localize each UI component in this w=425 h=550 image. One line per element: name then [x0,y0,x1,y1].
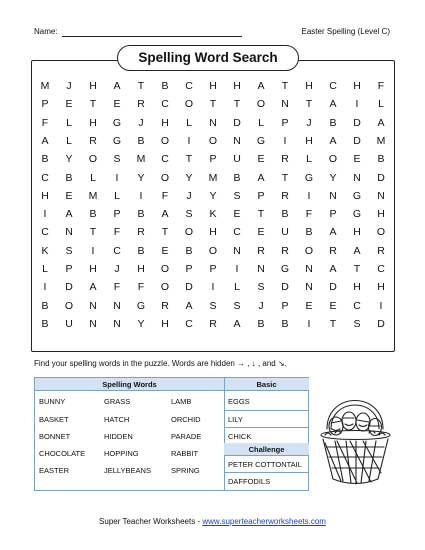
name-line [62,36,242,37]
grid-letter: P [257,189,265,202]
grid-letter: J [138,116,144,129]
grid-letter: N [305,263,313,275]
grid-letter: E [65,98,73,111]
grid-letter: N [233,134,241,147]
grid-letter: E [257,226,265,239]
grid-letter: S [233,299,241,312]
grid-letter: B [185,244,193,257]
grid-letter: N [65,226,73,239]
grid-letter: A [65,208,73,221]
name-label: Name: [34,27,58,36]
grid-letter: R [257,244,265,257]
grid-letter: G [280,263,290,275]
grid-letter: H [209,226,217,239]
grid-letter: E [305,299,313,312]
grid-letter: I [211,281,215,294]
grid-letter: J [306,116,312,129]
grid-letter: B [65,171,73,184]
word-bonnet: BONNET [39,432,71,441]
grid-letter: G [352,189,362,202]
grid-letter: O [160,281,170,294]
grid-letter: H [209,80,217,92]
grid-letter: T [185,153,193,166]
grid-letter: G [112,116,122,129]
grid-row [33,78,393,94]
grid-letter: O [160,263,170,275]
grid-letter: C [161,153,169,166]
grid-letter: R [161,299,169,312]
grid-letter: E [161,244,169,257]
word-lamb: LAMB [171,397,192,406]
grid-letter: J [186,189,192,202]
grid-letter: O [328,153,338,166]
grid-letter: P [113,208,121,221]
grid-letter: R [137,98,145,111]
grid-letter: F [113,281,121,294]
row-line [224,427,309,428]
grid-letter: R [281,189,289,202]
grid-row [33,206,393,222]
grid-letter: L [306,153,312,166]
grid-letter: S [233,189,241,202]
grid-letter: G [112,134,122,147]
grid-letter: D [353,134,361,147]
grid-letter: S [185,208,193,221]
grid-letter: P [65,263,73,275]
grid-letter: O [184,98,194,111]
grid-letter: I [139,189,143,202]
grid-letter: S [65,244,73,257]
grid-letter: A [233,317,241,330]
grid-letter: B [377,153,385,166]
grid-letter: D [329,281,337,294]
grid-letter: L [258,116,264,129]
grid-letter: K [209,208,217,221]
grid-letter: T [137,80,145,92]
grid-letter: E [257,153,265,166]
word-hopping: HOPPING [104,449,139,458]
grid-row [33,115,393,131]
grid-letter: S [209,299,217,312]
word-bank-table [34,377,309,491]
grid-letter: B [137,208,145,221]
grid-letter: B [41,299,49,312]
worksheet-subtitle: Easter Spelling (Level C) [301,27,390,36]
grid-letter: H [161,317,169,330]
word-eggs: EGGS [228,397,250,406]
grid-letter: G [304,171,314,184]
grid-letter: T [233,98,241,111]
grid-letter: R [137,226,145,239]
grid-letter: L [114,189,120,202]
grid-letter: A [329,263,337,275]
grid-letter: I [187,134,191,147]
grid-letter: A [257,171,265,184]
grid-letter: G [136,299,146,312]
grid-letter: I [43,281,47,294]
grid-letter: D [281,281,289,294]
instructions: Find your spelling words in the puzzle. Words are hidden → , ↓ , and ↘. [34,359,287,368]
grid-letter: I [115,171,119,184]
grid-letter: O [208,244,218,257]
grid-letter: E [65,189,73,202]
grid-letter: R [377,244,385,257]
grid-letter: A [185,299,193,312]
grid-letter: J [66,80,72,92]
word-orchid: ORCHID [171,415,201,424]
spelling-words-heading: Spelling Words [35,378,224,391]
row-line [224,472,309,473]
grid-letter: B [233,171,241,184]
word-easter: EASTER [39,466,70,475]
grid-letter: H [353,226,361,239]
footer [0,517,425,526]
challenge-heading: Challenge [224,443,309,456]
grid-letter: I [235,263,239,275]
grid-letter: H [233,80,241,92]
grid-row [33,279,393,295]
word-basket: BASKET [39,415,69,424]
grid-letter: M [136,153,146,166]
grid-letter: T [89,98,97,111]
grid-letter: L [378,98,384,111]
grid-letter: O [184,226,194,239]
grid-letter: N [377,189,385,202]
grid-letter: S [113,153,121,166]
grid-letter: T [209,98,217,111]
grid-letter: U [233,153,241,166]
grid-letter: Y [137,317,145,330]
grid-letter: B [137,244,145,257]
grid-letter: R [209,317,217,330]
grid-letter: Y [185,171,193,184]
grid-letter: P [209,263,217,275]
grid-row [33,316,393,332]
grid-letter: D [377,317,385,330]
row-line [224,410,309,411]
grid-letter: F [305,208,313,221]
grid-letter: D [377,171,385,184]
grid-letter: C [185,317,193,330]
grid-letter: E [113,98,121,111]
grid-letter: O [160,134,170,147]
grid-letter: F [41,116,49,129]
grid-row [33,151,393,167]
grid-row [33,133,393,149]
grid-letter: H [137,263,145,275]
grid-letter: F [137,281,145,294]
word-jellybeans: JELLYBEANS [104,466,151,475]
grid-letter: T [281,171,289,184]
grid-letter: N [233,244,241,257]
word-parade: PARADE [171,432,202,441]
grid-letter: G [256,134,266,147]
word-grass: GRASS [104,397,131,406]
worksheet-header [34,27,390,39]
grid-letter: F [377,80,385,92]
grid-letter: N [209,116,217,129]
grid-letter: G [352,208,362,221]
grid-letter: B [41,153,49,166]
grid-letter: E [329,299,337,312]
grid-letter: L [90,171,96,184]
grid-letter: C [377,263,385,275]
grid-letter: I [307,317,311,330]
grid-row [33,96,393,112]
grid-letter: F [161,189,169,202]
word-rabbit: RABBIT [171,449,199,458]
grid-letter: D [353,116,361,129]
grid-letter: P [41,98,49,111]
grid-letter: M [208,171,218,184]
grid-letter: Y [137,171,145,184]
grid-letter: B [329,116,337,129]
grid-letter: T [305,98,313,111]
grid-letter: B [161,80,169,92]
grid-letter: N [257,263,265,275]
footer-text: Super Teacher Worksheets - [99,517,203,526]
grid-letter: I [307,189,311,202]
grid-letter: N [305,281,313,294]
grid-letter: O [64,299,74,312]
grid-letter: M [88,189,98,202]
grid-letter: P [209,153,217,166]
grid-letter: A [329,134,337,147]
grid-letter: H [161,116,169,129]
grid-letter: M [40,80,50,92]
grid-row [33,170,393,186]
grid-letter: I [355,98,359,111]
grid-letter: P [281,299,289,312]
grid-letter: P [329,208,337,221]
grid-letter: B [257,317,265,330]
egg-icon [342,412,356,430]
grid-letter: R [281,153,289,166]
grid-letter: B [281,208,289,221]
grid-letter: L [66,116,72,129]
grid-letter: A [329,98,337,111]
word-bunny: BUNNY [39,397,66,406]
grid-row [33,243,393,259]
grid-letter: O [304,244,314,257]
grid-letter: S [353,317,361,330]
word-chick: CHICK [228,432,252,441]
grid-letter: D [65,281,73,294]
grid-letter: O [208,134,218,147]
grid-letter: E [353,153,361,166]
grid-letter: N [89,299,97,312]
grid-letter: T [281,80,289,92]
grid-letter: H [353,281,361,294]
grid-letter: I [283,134,287,147]
grid-letter: I [43,208,47,221]
grid-letter: C [353,299,361,312]
grid-letter: O [88,153,98,166]
word-spring: SPRING [171,466,200,475]
grid-letter: O [376,226,386,239]
grid-letter: N [113,317,121,330]
grid-letter: C [41,226,49,239]
grid-letter: Y [329,171,337,184]
grid-letter: C [329,80,337,92]
grid-letter: C [161,98,169,111]
grid-letter: Y [209,189,217,202]
grid-letter: T [161,226,169,239]
grid-letter: J [258,299,264,312]
grid-letter: H [305,134,313,147]
grid-letter: R [329,244,337,257]
grid-letter: H [89,263,97,275]
grid-letter: F [113,226,121,239]
grid-letter: C [41,171,49,184]
grid-row [33,261,393,277]
grid-letter: D [185,281,193,294]
grid-letter: B [305,226,313,239]
grid-letter: I [379,299,383,312]
grid-letter: N [353,171,361,184]
grid-letter: A [161,208,169,221]
grid-letter: N [113,299,121,312]
grid-letter: O [256,98,266,111]
grid-letter: N [329,189,337,202]
easter-basket-illustration [313,377,398,489]
grid-letter: T [89,226,97,239]
grid-letter: O [160,171,170,184]
grid-letter: Y [65,153,73,166]
basic-heading: Basic [224,378,309,391]
grid-letter: A [41,134,49,147]
grid-letter: H [41,189,49,202]
grid-letter: S [257,281,265,294]
word-hidden: HIDDEN [104,432,133,441]
word-hatch: HATCH [104,415,130,424]
footer-link[interactable]: www.superteacherworksheets.com [202,517,326,526]
word-lily: LILY [228,415,243,424]
grid-letter: P [185,263,193,275]
grid-letter: A [329,226,337,239]
grid-letter: H [377,281,385,294]
grid-letter: T [329,317,337,330]
grid-letter: U [65,317,73,330]
grid-letter: B [137,134,145,147]
grid-letter: H [305,80,313,92]
grid-letter: A [353,244,361,257]
grid-letter: H [377,208,385,221]
grid-letter: U [281,226,289,239]
grid-letter: H [353,80,361,92]
grid-letter: L [234,281,240,294]
grid-letter: C [185,80,193,92]
grid-letter: H [89,80,97,92]
grid-letter: A [113,80,121,92]
grid-letter: B [41,317,49,330]
grid-letter: N [281,98,289,111]
grid-letter: N [89,317,97,330]
grid-letter: J [114,263,120,275]
grid-row [33,224,393,240]
grid-letter: M [376,134,386,147]
grid-letter: B [89,208,97,221]
grid-letter: A [89,281,97,294]
grid-letter: T [257,208,265,221]
grid-letter: L [186,116,192,129]
grid-row [33,188,393,204]
grid-letter: E [233,208,241,221]
grid-row [33,298,393,314]
grid-letter: T [353,263,361,275]
grid-letter: A [257,80,265,92]
grid-letter: A [377,116,385,129]
grid-letter: P [281,116,289,129]
grid-letter: B [281,317,289,330]
grid-letter: L [66,134,72,147]
grid-letter: H [89,116,97,129]
grid-letter: I [91,244,95,257]
grid-letter: R [89,134,97,147]
table-divider [224,378,225,490]
grid-letter: C [113,244,121,257]
word-peter-cottontail: PETER COTTONTAIL [228,460,302,469]
grid-letter: K [41,244,49,257]
grid-letter: C [233,226,241,239]
word-daffodils: DAFFODILS [228,477,271,486]
grid-letter: L [42,263,48,275]
page-title: Spelling Word Search [117,45,299,71]
grid-letter: R [281,244,289,257]
word-chocolate: CHOCOLATE [39,449,86,458]
grid-letter: D [233,116,241,129]
